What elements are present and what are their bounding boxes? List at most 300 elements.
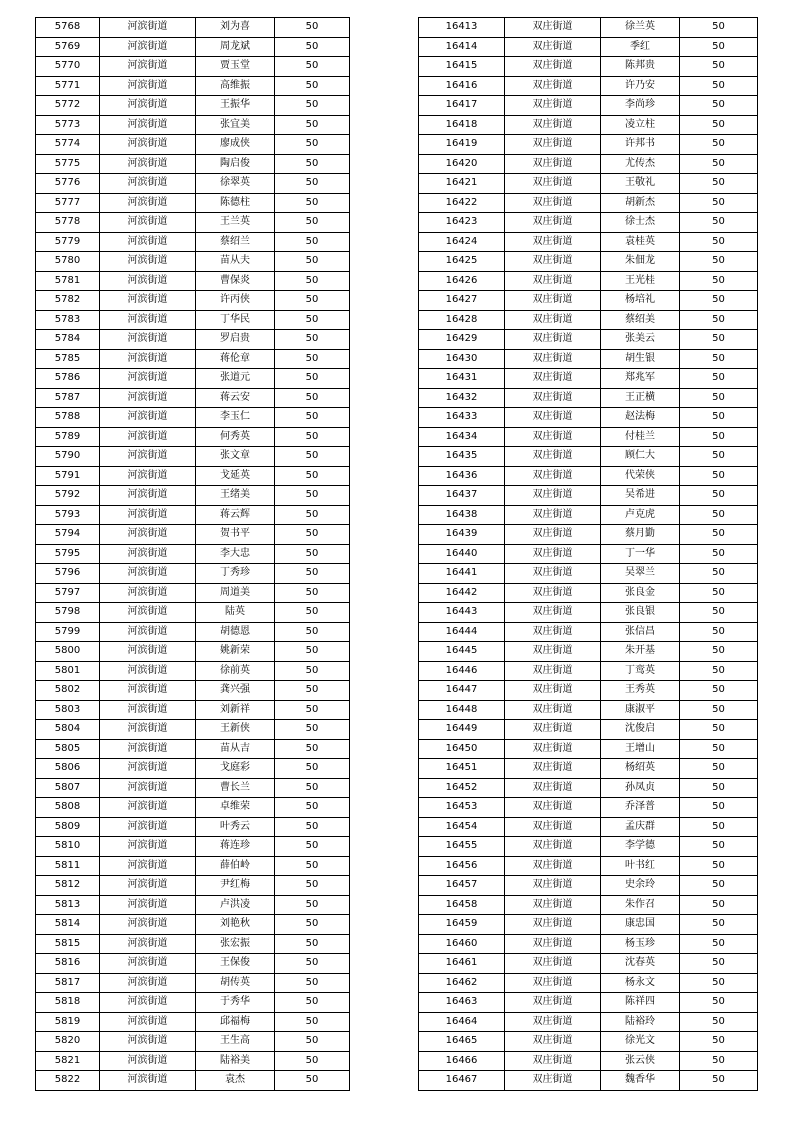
- person-name-cell: 陈邦贵: [601, 57, 680, 77]
- person-name-cell: 陆英: [196, 603, 275, 623]
- street-cell: 双庄街道: [505, 934, 601, 954]
- amount-cell: 50: [275, 817, 350, 837]
- record-id-cell: 5770: [36, 57, 100, 77]
- table-row: [36, 408, 350, 428]
- person-name-cell: 孟庆群: [601, 817, 680, 837]
- record-id-cell: 5819: [36, 1012, 100, 1032]
- street-cell: 河滨街道: [100, 213, 196, 233]
- record-id-cell: 5816: [36, 954, 100, 974]
- amount-cell: 50: [680, 174, 758, 194]
- person-name-cell: 赵法梅: [601, 408, 680, 428]
- record-id-cell: 16456: [419, 856, 505, 876]
- record-id-cell: 5781: [36, 271, 100, 291]
- amount-cell: 50: [275, 1051, 350, 1071]
- street-cell: 河滨街道: [100, 1032, 196, 1052]
- record-id-cell: 5771: [36, 76, 100, 96]
- person-name-cell: 朱佃龙: [601, 252, 680, 272]
- street-cell: 河滨街道: [100, 603, 196, 623]
- street-cell: 双庄街道: [505, 1032, 601, 1052]
- person-name-cell: 许乃安: [601, 76, 680, 96]
- amount-cell: 50: [275, 447, 350, 467]
- amount-cell: 50: [680, 954, 758, 974]
- record-id-cell: 16447: [419, 681, 505, 701]
- record-id-cell: 5802: [36, 681, 100, 701]
- person-name-cell: 张良银: [601, 603, 680, 623]
- person-name-cell: 卓维荣: [196, 798, 275, 818]
- street-cell: 双庄街道: [505, 466, 601, 486]
- table-row: [419, 661, 758, 681]
- street-cell: 双庄街道: [505, 76, 601, 96]
- table-row: [419, 1032, 758, 1052]
- street-cell: 河滨街道: [100, 1071, 196, 1091]
- record-id-cell: 5812: [36, 876, 100, 896]
- record-id-cell: 16448: [419, 700, 505, 720]
- street-cell: 河滨街道: [100, 720, 196, 740]
- amount-cell: 50: [680, 408, 758, 428]
- street-cell: 河滨街道: [100, 96, 196, 116]
- person-name-cell: 陈祥四: [601, 993, 680, 1013]
- table-row: [419, 466, 758, 486]
- record-id-cell: 16459: [419, 915, 505, 935]
- record-id-cell: 5790: [36, 447, 100, 467]
- person-name-cell: 蒋连珍: [196, 837, 275, 857]
- person-name-cell: 胡传英: [196, 973, 275, 993]
- amount-cell: 50: [680, 642, 758, 662]
- amount-cell: 50: [275, 700, 350, 720]
- amount-cell: 50: [680, 466, 758, 486]
- street-cell: 双庄街道: [505, 915, 601, 935]
- amount-cell: 50: [680, 154, 758, 174]
- amount-cell: 50: [275, 18, 350, 38]
- amount-cell: 50: [680, 993, 758, 1013]
- amount-cell: 50: [680, 759, 758, 779]
- table-row: [419, 349, 758, 369]
- street-cell: 双庄街道: [505, 135, 601, 155]
- record-id-cell: 5813: [36, 895, 100, 915]
- record-id-cell: 5798: [36, 603, 100, 623]
- table-row: [419, 973, 758, 993]
- street-cell: 河滨街道: [100, 135, 196, 155]
- street-cell: 河滨街道: [100, 369, 196, 389]
- table-row: [419, 583, 758, 603]
- person-name-cell: 郑兆军: [601, 369, 680, 389]
- person-name-cell: 沈春英: [601, 954, 680, 974]
- table-row: [419, 193, 758, 213]
- amount-cell: 50: [680, 271, 758, 291]
- table-row: [36, 837, 350, 857]
- table-row: [419, 330, 758, 350]
- record-id-cell: 16427: [419, 291, 505, 311]
- amount-cell: 50: [275, 895, 350, 915]
- amount-cell: 50: [275, 564, 350, 584]
- table-row: [36, 603, 350, 623]
- amount-cell: 50: [680, 856, 758, 876]
- table-row: [419, 856, 758, 876]
- person-name-cell: 吴希进: [601, 486, 680, 506]
- person-name-cell: 张宏振: [196, 934, 275, 954]
- table-row: [36, 57, 350, 77]
- person-name-cell: 顾仁大: [601, 447, 680, 467]
- person-name-cell: 蒋云辉: [196, 505, 275, 525]
- table-row: [419, 310, 758, 330]
- table-row: [419, 642, 758, 662]
- record-id-cell: 5788: [36, 408, 100, 428]
- record-id-cell: 16415: [419, 57, 505, 77]
- table-row: [419, 1012, 758, 1032]
- person-name-cell: 王光桂: [601, 271, 680, 291]
- record-id-cell: 5793: [36, 505, 100, 525]
- person-name-cell: 丁鸾英: [601, 661, 680, 681]
- table-row: [36, 349, 350, 369]
- amount-cell: 50: [680, 37, 758, 57]
- record-id-cell: 16437: [419, 486, 505, 506]
- record-id-cell: 5808: [36, 798, 100, 818]
- record-id-cell: 16428: [419, 310, 505, 330]
- amount-cell: 50: [275, 193, 350, 213]
- table-row: [36, 232, 350, 252]
- record-id-cell: 16436: [419, 466, 505, 486]
- person-name-cell: 张文章: [196, 447, 275, 467]
- person-name-cell: 朱开基: [601, 642, 680, 662]
- amount-cell: 50: [275, 271, 350, 291]
- record-id-cell: 5777: [36, 193, 100, 213]
- amount-cell: 50: [680, 915, 758, 935]
- street-cell: 河滨街道: [100, 700, 196, 720]
- record-id-cell: 5811: [36, 856, 100, 876]
- street-cell: 河滨街道: [100, 583, 196, 603]
- street-cell: 河滨街道: [100, 622, 196, 642]
- street-cell: 河滨街道: [100, 466, 196, 486]
- table-row: [419, 37, 758, 57]
- person-name-cell: 许丙侠: [196, 291, 275, 311]
- street-cell: 双庄街道: [505, 505, 601, 525]
- amount-cell: 50: [275, 778, 350, 798]
- record-id-cell: 16442: [419, 583, 505, 603]
- amount-cell: 50: [680, 1071, 758, 1091]
- person-name-cell: 刘艳秋: [196, 915, 275, 935]
- amount-cell: 50: [680, 330, 758, 350]
- table-row: [419, 837, 758, 857]
- street-cell: 双庄街道: [505, 817, 601, 837]
- record-id-cell: 16440: [419, 544, 505, 564]
- person-name-cell: 曹保炎: [196, 271, 275, 291]
- table-row: [36, 427, 350, 447]
- street-cell: 河滨街道: [100, 681, 196, 701]
- table-row: [36, 525, 350, 545]
- person-name-cell: 尹红梅: [196, 876, 275, 896]
- street-cell: 双庄街道: [505, 193, 601, 213]
- person-name-cell: 袁杰: [196, 1071, 275, 1091]
- record-id-cell: 16422: [419, 193, 505, 213]
- table-row: [36, 915, 350, 935]
- person-name-cell: 康忠国: [601, 915, 680, 935]
- table-row: [419, 447, 758, 467]
- amount-cell: 50: [680, 603, 758, 623]
- amount-cell: 50: [680, 193, 758, 213]
- street-cell: 河滨街道: [100, 778, 196, 798]
- record-id-cell: 16430: [419, 349, 505, 369]
- record-id-cell: 16418: [419, 115, 505, 135]
- table-row: [419, 505, 758, 525]
- amount-cell: 50: [275, 661, 350, 681]
- street-cell: 河滨街道: [100, 973, 196, 993]
- amount-cell: 50: [275, 427, 350, 447]
- record-id-cell: 16465: [419, 1032, 505, 1052]
- street-cell: 双庄街道: [505, 525, 601, 545]
- table-row: [419, 135, 758, 155]
- record-id-cell: 5786: [36, 369, 100, 389]
- amount-cell: 50: [275, 349, 350, 369]
- street-cell: 河滨街道: [100, 876, 196, 896]
- street-cell: 河滨街道: [100, 837, 196, 857]
- table-row: [419, 271, 758, 291]
- amount-cell: 50: [275, 973, 350, 993]
- amount-cell: 50: [680, 76, 758, 96]
- amount-cell: 50: [680, 505, 758, 525]
- person-name-cell: 许邦书: [601, 135, 680, 155]
- record-id-cell: 5801: [36, 661, 100, 681]
- table-row: [36, 1012, 350, 1032]
- table-row: [419, 213, 758, 233]
- table-row: [419, 720, 758, 740]
- street-cell: 河滨街道: [100, 388, 196, 408]
- table-row: [419, 915, 758, 935]
- street-cell: 双庄街道: [505, 213, 601, 233]
- street-cell: 双庄街道: [505, 759, 601, 779]
- table-row: [419, 778, 758, 798]
- record-id-cell: 5814: [36, 915, 100, 935]
- street-cell: 双庄街道: [505, 388, 601, 408]
- person-name-cell: 罗启贵: [196, 330, 275, 350]
- amount-cell: 50: [680, 447, 758, 467]
- table-row: [36, 505, 350, 525]
- amount-cell: 50: [680, 486, 758, 506]
- table-row: [419, 544, 758, 564]
- amount-cell: 50: [275, 544, 350, 564]
- table-row: [36, 388, 350, 408]
- record-id-cell: 16445: [419, 642, 505, 662]
- person-name-cell: 吴翠兰: [601, 564, 680, 584]
- amount-cell: 50: [680, 135, 758, 155]
- street-cell: 河滨街道: [100, 271, 196, 291]
- record-id-cell: 16444: [419, 622, 505, 642]
- table-row: [36, 76, 350, 96]
- record-id-cell: 5822: [36, 1071, 100, 1091]
- amount-cell: 50: [680, 291, 758, 311]
- amount-cell: 50: [275, 759, 350, 779]
- table-row: [36, 271, 350, 291]
- record-id-cell: 5782: [36, 291, 100, 311]
- amount-cell: 50: [275, 57, 350, 77]
- amount-cell: 50: [275, 486, 350, 506]
- table-row: [419, 564, 758, 584]
- record-id-cell: 16423: [419, 213, 505, 233]
- amount-cell: 50: [680, 427, 758, 447]
- table-row: [419, 681, 758, 701]
- street-cell: 河滨街道: [100, 408, 196, 428]
- record-id-cell: 5821: [36, 1051, 100, 1071]
- amount-cell: 50: [680, 1012, 758, 1032]
- street-cell: 双庄街道: [505, 876, 601, 896]
- street-cell: 河滨街道: [100, 1012, 196, 1032]
- person-name-cell: 王敬礼: [601, 174, 680, 194]
- person-name-cell: 徐光文: [601, 1032, 680, 1052]
- person-name-cell: 贺书平: [196, 525, 275, 545]
- person-name-cell: 朱作召: [601, 895, 680, 915]
- street-cell: 河滨街道: [100, 115, 196, 135]
- table-row: [36, 661, 350, 681]
- table-row: [419, 739, 758, 759]
- record-id-cell: 16413: [419, 18, 505, 38]
- amount-cell: 50: [680, 700, 758, 720]
- table-row: [419, 934, 758, 954]
- street-cell: 河滨街道: [100, 817, 196, 837]
- person-name-cell: 付桂兰: [601, 427, 680, 447]
- amount-cell: 50: [275, 739, 350, 759]
- street-cell: 双庄街道: [505, 330, 601, 350]
- person-name-cell: 李玉仁: [196, 408, 275, 428]
- table-row: [419, 1051, 758, 1071]
- record-id-cell: 5818: [36, 993, 100, 1013]
- street-cell: 河滨街道: [100, 525, 196, 545]
- record-id-cell: 5799: [36, 622, 100, 642]
- table-row: [419, 388, 758, 408]
- table-row: [419, 154, 758, 174]
- amount-cell: 50: [680, 583, 758, 603]
- person-name-cell: 叶书红: [601, 856, 680, 876]
- person-name-cell: 蔡绍兰: [196, 232, 275, 252]
- record-id-cell: 5769: [36, 37, 100, 57]
- amount-cell: 50: [680, 739, 758, 759]
- record-id-cell: 16466: [419, 1051, 505, 1071]
- amount-cell: 50: [275, 1032, 350, 1052]
- amount-cell: 50: [680, 934, 758, 954]
- person-name-cell: 徐士杰: [601, 213, 680, 233]
- record-id-cell: 16460: [419, 934, 505, 954]
- record-id-cell: 5820: [36, 1032, 100, 1052]
- table-row: [36, 798, 350, 818]
- person-name-cell: 陆裕玲: [601, 1012, 680, 1032]
- amount-cell: 50: [275, 466, 350, 486]
- record-id-cell: 16426: [419, 271, 505, 291]
- street-cell: 河滨街道: [100, 349, 196, 369]
- amount-cell: 50: [275, 837, 350, 857]
- amount-cell: 50: [275, 135, 350, 155]
- table-row: [419, 895, 758, 915]
- person-name-cell: 贾玉堂: [196, 57, 275, 77]
- amount-cell: 50: [680, 96, 758, 116]
- record-id-cell: 5794: [36, 525, 100, 545]
- street-cell: 河滨街道: [100, 505, 196, 525]
- record-id-cell: 16414: [419, 37, 505, 57]
- street-cell: 双庄街道: [505, 564, 601, 584]
- record-id-cell: 16462: [419, 973, 505, 993]
- person-name-cell: 刘为喜: [196, 18, 275, 38]
- person-name-cell: 王新侠: [196, 720, 275, 740]
- person-name-cell: 丁秀珍: [196, 564, 275, 584]
- person-name-cell: 代荣侠: [601, 466, 680, 486]
- table-row: [36, 622, 350, 642]
- street-cell: 河滨街道: [100, 447, 196, 467]
- table-row: [419, 76, 758, 96]
- record-id-cell: 16467: [419, 1071, 505, 1091]
- street-cell: 双庄街道: [505, 291, 601, 311]
- amount-cell: 50: [680, 681, 758, 701]
- person-name-cell: 杨永文: [601, 973, 680, 993]
- street-cell: 河滨街道: [100, 564, 196, 584]
- street-cell: 河滨街道: [100, 642, 196, 662]
- person-name-cell: 史余玲: [601, 876, 680, 896]
- person-name-cell: 张云侠: [601, 1051, 680, 1071]
- table-row: [419, 759, 758, 779]
- street-cell: 河滨街道: [100, 895, 196, 915]
- record-id-cell: 5795: [36, 544, 100, 564]
- table-row: [36, 856, 350, 876]
- record-id-cell: 5785: [36, 349, 100, 369]
- street-cell: 双庄街道: [505, 232, 601, 252]
- amount-cell: 50: [680, 369, 758, 389]
- person-name-cell: 王保俊: [196, 954, 275, 974]
- person-name-cell: 于秀华: [196, 993, 275, 1013]
- table-row: [419, 57, 758, 77]
- person-name-cell: 陶启俊: [196, 154, 275, 174]
- amount-cell: 50: [275, 954, 350, 974]
- street-cell: 双庄街道: [505, 115, 601, 135]
- record-id-cell: 16454: [419, 817, 505, 837]
- person-name-cell: 王正横: [601, 388, 680, 408]
- street-cell: 河滨街道: [100, 330, 196, 350]
- person-name-cell: 张信昌: [601, 622, 680, 642]
- table-row: [36, 447, 350, 467]
- table-row: [36, 954, 350, 974]
- person-name-cell: 胡新杰: [601, 193, 680, 213]
- street-cell: 双庄街道: [505, 486, 601, 506]
- right-table: [418, 17, 758, 1091]
- record-id-cell: 16435: [419, 447, 505, 467]
- record-id-cell: 5783: [36, 310, 100, 330]
- amount-cell: 50: [275, 603, 350, 623]
- person-name-cell: 曹长兰: [196, 778, 275, 798]
- person-name-cell: 戈延英: [196, 466, 275, 486]
- record-id-cell: 5796: [36, 564, 100, 584]
- amount-cell: 50: [275, 115, 350, 135]
- table-row: [36, 115, 350, 135]
- amount-cell: 50: [680, 564, 758, 584]
- amount-cell: 50: [275, 1012, 350, 1032]
- street-cell: 双庄街道: [505, 856, 601, 876]
- amount-cell: 50: [680, 349, 758, 369]
- street-cell: 双庄街道: [505, 271, 601, 291]
- amount-cell: 50: [680, 232, 758, 252]
- street-cell: 双庄街道: [505, 700, 601, 720]
- amount-cell: 50: [275, 291, 350, 311]
- street-cell: 河滨街道: [100, 427, 196, 447]
- street-cell: 双庄街道: [505, 720, 601, 740]
- person-name-cell: 龚兴强: [196, 681, 275, 701]
- left-table: [35, 17, 350, 1091]
- person-name-cell: 胡德恩: [196, 622, 275, 642]
- street-cell: 双庄街道: [505, 778, 601, 798]
- table-row: [419, 817, 758, 837]
- person-name-cell: 王振华: [196, 96, 275, 116]
- street-cell: 双庄街道: [505, 642, 601, 662]
- record-id-cell: 16453: [419, 798, 505, 818]
- amount-cell: 50: [680, 18, 758, 38]
- person-name-cell: 徐前英: [196, 661, 275, 681]
- table-row: [419, 291, 758, 311]
- street-cell: 河滨街道: [100, 739, 196, 759]
- table-row: [36, 973, 350, 993]
